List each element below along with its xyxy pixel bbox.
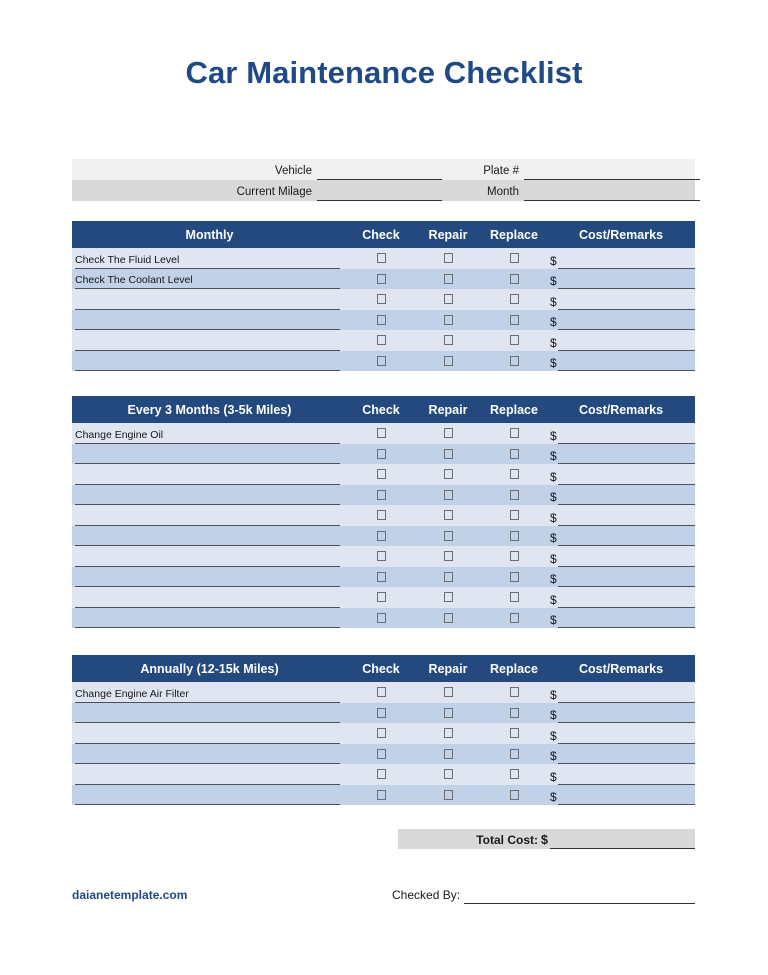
table-row xyxy=(72,269,695,290)
currency-symbol: $ xyxy=(550,294,557,309)
check-cell xyxy=(347,310,415,331)
repair-checkbox[interactable] xyxy=(444,253,453,263)
cost-cell xyxy=(547,330,695,351)
table-row xyxy=(72,785,695,806)
replace-cell xyxy=(481,723,547,744)
check-cell xyxy=(347,546,415,567)
cost-cell xyxy=(547,310,695,331)
replace-checkbox[interactable] xyxy=(510,687,519,697)
total-cost-input[interactable] xyxy=(550,830,695,849)
table-row xyxy=(72,703,695,724)
cost-cell xyxy=(547,423,695,444)
checked-by-input[interactable] xyxy=(464,886,695,904)
repair-checkbox[interactable] xyxy=(444,294,453,304)
replace-checkbox[interactable] xyxy=(510,274,519,284)
task-cell xyxy=(72,703,347,724)
section-heading: Monthly xyxy=(185,227,234,242)
repair-cell xyxy=(415,526,481,547)
repair-cell xyxy=(415,703,481,724)
table-row xyxy=(72,587,695,608)
check-checkbox[interactable] xyxy=(377,687,386,697)
currency-symbol: $ xyxy=(550,790,557,804)
checked-by-label: Checked By: xyxy=(392,888,461,902)
column-header-cost: Cost/Remarks xyxy=(578,227,664,242)
repair-cell xyxy=(415,546,481,567)
cost-cell xyxy=(547,444,695,465)
replace-cell xyxy=(481,703,547,724)
check-cell xyxy=(347,567,415,588)
table-row xyxy=(72,505,695,526)
task-input[interactable] xyxy=(75,369,340,371)
check-checkbox[interactable] xyxy=(377,253,386,263)
replace-cell xyxy=(481,764,547,785)
currency-symbol: $ xyxy=(550,769,557,784)
section-header-row xyxy=(72,655,695,682)
replace-checkbox[interactable] xyxy=(510,253,519,263)
page-title: Car Maintenance Checklist xyxy=(185,55,583,90)
vehicle-field-group xyxy=(72,159,442,180)
currency-symbol: $ xyxy=(550,531,557,545)
repair-cell xyxy=(415,330,481,351)
cost-input[interactable] xyxy=(558,352,695,371)
task-cell xyxy=(72,289,347,310)
currency-symbol: $ xyxy=(550,253,557,268)
replace-checkbox[interactable] xyxy=(510,728,519,738)
check-cell xyxy=(347,330,415,351)
check-checkbox[interactable] xyxy=(377,315,386,325)
repair-cell xyxy=(415,464,481,485)
replace-cell xyxy=(481,587,547,608)
repair-cell xyxy=(415,444,481,465)
currency-symbol: $ xyxy=(550,469,557,484)
checked-by-group xyxy=(392,886,695,904)
vehicle-label: Vehicle xyxy=(274,165,312,177)
replace-cell xyxy=(481,608,547,629)
check-cell xyxy=(347,351,415,372)
check-checkbox[interactable] xyxy=(377,769,386,779)
column-header-replace: Replace xyxy=(490,227,538,242)
cost-input[interactable] xyxy=(558,527,695,546)
column-header-check: Check xyxy=(362,227,400,242)
cost-cell xyxy=(547,485,695,506)
replace-checkbox[interactable] xyxy=(510,490,519,500)
milage-field-group xyxy=(72,180,442,201)
repair-cell xyxy=(415,567,481,588)
repair-cell xyxy=(415,351,481,372)
replace-checkbox[interactable] xyxy=(510,356,519,366)
replace-cell xyxy=(481,423,547,444)
table-row xyxy=(72,351,695,372)
column-header-check: Check xyxy=(362,661,400,676)
checklist-section xyxy=(72,221,695,371)
task-input[interactable] xyxy=(75,626,340,628)
replace-cell xyxy=(481,351,547,372)
check-checkbox[interactable] xyxy=(377,469,386,479)
repair-checkbox[interactable] xyxy=(444,572,453,582)
task-cell xyxy=(72,485,347,506)
task-cell xyxy=(72,764,347,785)
repair-checkbox[interactable] xyxy=(444,428,453,438)
cost-cell xyxy=(547,526,695,547)
cost-input[interactable] xyxy=(558,332,695,351)
table-row xyxy=(72,546,695,567)
cost-cell xyxy=(547,248,695,269)
check-cell xyxy=(347,423,415,444)
task-cell xyxy=(72,330,347,351)
replace-cell xyxy=(481,269,547,290)
repair-cell xyxy=(415,785,481,806)
currency-symbol: $ xyxy=(550,592,557,607)
table-row xyxy=(72,330,695,351)
cost-input[interactable] xyxy=(558,568,695,587)
replace-cell xyxy=(481,546,547,567)
check-checkbox[interactable] xyxy=(377,572,386,582)
cost-cell xyxy=(547,785,695,806)
repair-checkbox[interactable] xyxy=(444,356,453,366)
task-cell xyxy=(72,785,347,806)
table-row xyxy=(72,310,695,331)
cost-input[interactable] xyxy=(558,250,695,269)
cost-input[interactable] xyxy=(558,786,695,805)
repair-checkbox[interactable] xyxy=(444,490,453,500)
replace-cell xyxy=(481,682,547,703)
check-checkbox[interactable] xyxy=(377,510,386,520)
cost-input[interactable] xyxy=(558,745,695,764)
cost-cell xyxy=(547,505,695,526)
replace-cell xyxy=(481,744,547,765)
cost-cell xyxy=(547,289,695,310)
currency-symbol: $ xyxy=(550,708,557,722)
month-input[interactable] xyxy=(524,181,700,201)
repair-checkbox[interactable] xyxy=(444,551,453,561)
replace-cell xyxy=(481,785,547,806)
cost-cell xyxy=(547,587,695,608)
repair-cell xyxy=(415,764,481,785)
repair-cell xyxy=(415,505,481,526)
repair-cell xyxy=(415,587,481,608)
cost-cell xyxy=(547,464,695,485)
replace-cell xyxy=(481,444,547,465)
task-cell xyxy=(72,269,347,290)
cost-input[interactable] xyxy=(558,486,695,505)
task-cell xyxy=(72,526,347,547)
task-cell xyxy=(72,723,347,744)
repair-checkbox[interactable] xyxy=(444,274,453,284)
currency-symbol: $ xyxy=(550,728,557,743)
check-cell xyxy=(347,485,415,506)
task-cell xyxy=(72,310,347,331)
replace-cell xyxy=(481,248,547,269)
replace-cell xyxy=(481,289,547,310)
currency-symbol: $ xyxy=(550,428,557,443)
column-header-repair: Repair xyxy=(428,227,468,242)
check-checkbox[interactable] xyxy=(377,531,386,541)
cost-input[interactable] xyxy=(558,466,695,485)
table-row xyxy=(72,485,695,506)
check-cell xyxy=(347,723,415,744)
plate-input[interactable] xyxy=(524,160,700,180)
table-row xyxy=(72,248,695,269)
replace-checkbox[interactable] xyxy=(510,572,519,582)
check-checkbox[interactable] xyxy=(377,294,386,304)
repair-cell xyxy=(415,485,481,506)
check-cell xyxy=(347,526,415,547)
column-header-cost: Cost/Remarks xyxy=(578,661,664,676)
check-checkbox[interactable] xyxy=(377,335,386,345)
currency-symbol: $ xyxy=(550,687,557,702)
cost-input[interactable] xyxy=(558,684,695,703)
cost-cell xyxy=(547,764,695,785)
repair-checkbox[interactable] xyxy=(444,613,453,623)
replace-checkbox[interactable] xyxy=(510,551,519,561)
repair-cell xyxy=(415,310,481,331)
check-cell xyxy=(347,587,415,608)
column-header-check: Check xyxy=(362,402,400,417)
check-cell xyxy=(347,764,415,785)
currency-symbol: $ xyxy=(550,490,557,504)
section-header-row xyxy=(72,221,695,248)
current-milage-input[interactable] xyxy=(317,181,442,201)
month-label: Month xyxy=(487,186,519,198)
checklist-section xyxy=(72,396,695,628)
task-cell xyxy=(72,351,347,372)
table-row xyxy=(72,682,695,703)
vehicle-input[interactable] xyxy=(317,160,442,180)
repair-checkbox[interactable] xyxy=(444,769,453,779)
month-field-group xyxy=(442,180,700,201)
task-input[interactable] xyxy=(75,803,340,805)
replace-checkbox[interactable] xyxy=(510,708,519,718)
check-cell xyxy=(347,248,415,269)
currency-symbol: $ xyxy=(550,335,557,350)
replace-checkbox[interactable] xyxy=(510,335,519,345)
repair-cell xyxy=(415,289,481,310)
column-header-repair: Repair xyxy=(428,402,468,417)
table-row xyxy=(72,608,695,629)
replace-cell xyxy=(481,526,547,547)
check-checkbox[interactable] xyxy=(377,790,386,800)
check-cell xyxy=(347,444,415,465)
task-cell xyxy=(72,248,347,269)
cost-cell xyxy=(547,567,695,588)
replace-cell xyxy=(481,464,547,485)
check-cell xyxy=(347,505,415,526)
task-cell xyxy=(72,423,347,444)
current-milage-label: Current Milage xyxy=(236,186,312,198)
repair-cell xyxy=(415,269,481,290)
cost-input[interactable] xyxy=(558,507,695,526)
cost-input[interactable] xyxy=(558,766,695,785)
task-cell xyxy=(72,587,347,608)
replace-checkbox[interactable] xyxy=(510,428,519,438)
cost-cell xyxy=(547,703,695,724)
replace-cell xyxy=(481,505,547,526)
task-input[interactable]: Change Engine Air Filter xyxy=(75,688,340,703)
section-header-row xyxy=(72,396,695,423)
table-row xyxy=(72,567,695,588)
repair-cell xyxy=(415,608,481,629)
check-cell xyxy=(347,682,415,703)
table-row xyxy=(72,764,695,785)
replace-checkbox[interactable] xyxy=(510,790,519,800)
column-header-repair: Repair xyxy=(428,661,468,676)
repair-cell xyxy=(415,423,481,444)
currency-symbol: $ xyxy=(550,449,557,463)
cost-input[interactable] xyxy=(558,548,695,567)
currency-symbol: $ xyxy=(550,572,557,586)
check-checkbox[interactable] xyxy=(377,708,386,718)
replace-cell xyxy=(481,330,547,351)
cost-cell xyxy=(547,269,695,290)
replace-checkbox[interactable] xyxy=(510,749,519,759)
repair-checkbox[interactable] xyxy=(444,687,453,697)
cost-input[interactable] xyxy=(558,311,695,330)
info-row xyxy=(72,159,695,180)
footer-website-link[interactable]: daianetemplate.com xyxy=(72,888,188,902)
currency-symbol: $ xyxy=(550,356,557,370)
replace-checkbox[interactable] xyxy=(510,531,519,541)
section-heading: Annually (12-15k Miles) xyxy=(140,661,279,676)
replace-checkbox[interactable] xyxy=(510,469,519,479)
column-header-cost: Cost/Remarks xyxy=(578,402,664,417)
check-checkbox[interactable] xyxy=(377,449,386,459)
repair-checkbox[interactable] xyxy=(444,510,453,520)
replace-cell xyxy=(481,310,547,331)
replace-checkbox[interactable] xyxy=(510,315,519,325)
replace-cell xyxy=(481,567,547,588)
check-checkbox[interactable] xyxy=(377,551,386,561)
check-checkbox[interactable] xyxy=(377,728,386,738)
table-row xyxy=(72,464,695,485)
repair-checkbox[interactable] xyxy=(444,531,453,541)
check-cell xyxy=(347,289,415,310)
replace-checkbox[interactable] xyxy=(510,769,519,779)
info-row xyxy=(72,180,695,201)
task-cell xyxy=(72,682,347,703)
column-header-replace: Replace xyxy=(490,402,538,417)
currency-symbol: $ xyxy=(550,315,557,329)
currency-symbol: $ xyxy=(550,749,557,763)
currency-symbol: $ xyxy=(550,613,557,627)
cost-input[interactable] xyxy=(558,725,695,744)
task-input[interactable]: Check The Fluid Level xyxy=(75,254,340,269)
cost-input[interactable] xyxy=(558,291,695,310)
cost-cell xyxy=(547,608,695,629)
repair-checkbox[interactable] xyxy=(444,335,453,345)
task-input[interactable]: Check The Coolant Level xyxy=(75,274,340,289)
cost-input[interactable] xyxy=(558,270,695,289)
check-cell xyxy=(347,464,415,485)
repair-cell xyxy=(415,723,481,744)
plate-label: Plate # xyxy=(483,165,519,177)
vehicle-info-block xyxy=(72,159,695,201)
cost-cell xyxy=(547,546,695,567)
task-cell xyxy=(72,608,347,629)
task-cell xyxy=(72,546,347,567)
cost-input[interactable] xyxy=(558,589,695,608)
replace-checkbox[interactable] xyxy=(510,613,519,623)
task-cell xyxy=(72,505,347,526)
currency-symbol: $ xyxy=(550,551,557,566)
cost-cell xyxy=(547,744,695,765)
check-cell xyxy=(347,785,415,806)
table-row xyxy=(72,289,695,310)
plate-field-group xyxy=(442,159,700,180)
check-cell xyxy=(347,269,415,290)
task-cell xyxy=(72,464,347,485)
task-cell xyxy=(72,744,347,765)
check-checkbox[interactable] xyxy=(377,613,386,623)
cost-input[interactable] xyxy=(558,425,695,444)
repair-cell xyxy=(415,248,481,269)
repair-cell xyxy=(415,744,481,765)
repair-checkbox[interactable] xyxy=(444,708,453,718)
repair-checkbox[interactable] xyxy=(444,592,453,602)
check-cell xyxy=(347,744,415,765)
cost-input[interactable] xyxy=(558,609,695,628)
currency-symbol: $ xyxy=(550,274,557,288)
cost-input[interactable] xyxy=(558,704,695,723)
repair-checkbox[interactable] xyxy=(444,315,453,325)
repair-cell xyxy=(415,682,481,703)
table-row xyxy=(72,423,695,444)
column-header-replace: Replace xyxy=(490,661,538,676)
replace-checkbox[interactable] xyxy=(510,592,519,602)
check-cell xyxy=(347,703,415,724)
task-input[interactable]: Change Engine Oil xyxy=(75,429,340,444)
check-checkbox[interactable] xyxy=(377,749,386,759)
currency-symbol: $ xyxy=(550,510,557,525)
task-cell xyxy=(72,567,347,588)
task-cell xyxy=(72,444,347,465)
cost-input[interactable] xyxy=(558,445,695,464)
table-row xyxy=(72,526,695,547)
check-checkbox[interactable] xyxy=(377,490,386,500)
table-row xyxy=(72,444,695,465)
replace-checkbox[interactable] xyxy=(510,294,519,304)
replace-cell xyxy=(481,485,547,506)
check-checkbox[interactable] xyxy=(377,592,386,602)
section-heading: Every 3 Months (3-5k Miles) xyxy=(127,402,292,417)
cost-cell xyxy=(547,723,695,744)
repair-checkbox[interactable] xyxy=(444,728,453,738)
checklist-section xyxy=(72,655,695,805)
check-checkbox[interactable] xyxy=(377,428,386,438)
table-row xyxy=(72,744,695,765)
repair-checkbox[interactable] xyxy=(444,469,453,479)
replace-checkbox[interactable] xyxy=(510,510,519,520)
check-checkbox[interactable] xyxy=(377,274,386,284)
cost-cell xyxy=(547,682,695,703)
total-currency-symbol: $ xyxy=(541,833,548,847)
cost-cell xyxy=(547,351,695,372)
table-row xyxy=(72,723,695,744)
repair-checkbox[interactable] xyxy=(444,449,453,459)
total-cost-label: Total Cost: xyxy=(476,833,538,847)
check-checkbox[interactable] xyxy=(377,356,386,366)
repair-checkbox[interactable] xyxy=(444,790,453,800)
total-cost-bar xyxy=(398,829,695,849)
replace-checkbox[interactable] xyxy=(510,449,519,459)
repair-checkbox[interactable] xyxy=(444,749,453,759)
check-cell xyxy=(347,608,415,629)
